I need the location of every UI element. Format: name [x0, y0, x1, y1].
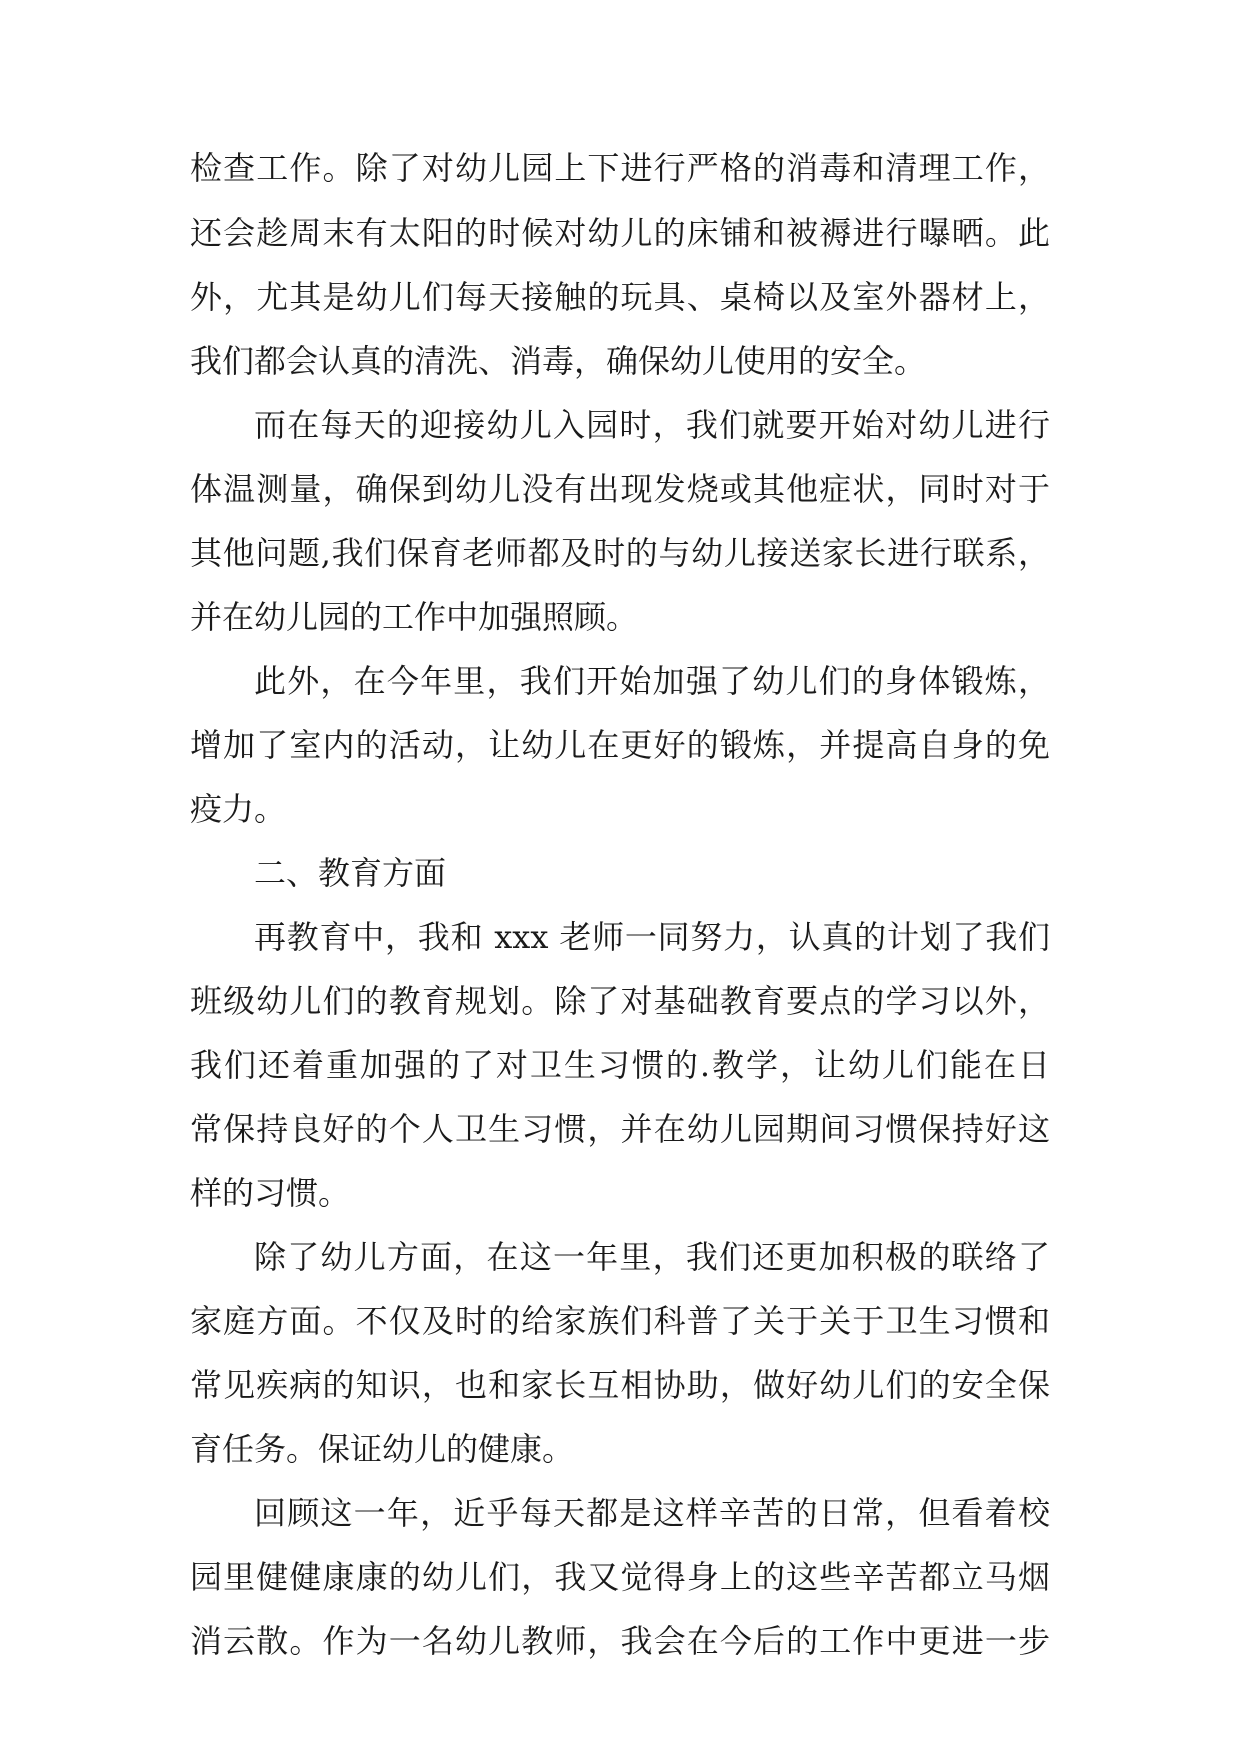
text-line: 消云散。作为一名幼儿教师，我会在今后的工作中更进一步	[190, 1622, 1050, 1660]
paragraph-first-line: 而在每天的迎接幼儿入园时，我们就要开始对幼儿进行	[254, 406, 1050, 444]
text-line: 增加了室内的活动，让幼儿在更好的锻炼，并提高自身的免	[190, 726, 1050, 764]
text-line: 并在幼儿园的工作中加强照顾。	[190, 598, 639, 636]
text-line: 检查工作。除了对幼儿园上下进行严格的消毒和清理工作，	[190, 149, 1050, 187]
text-line: 园里健健康康的幼儿们，我又觉得身上的这些辛苦都立马烟	[190, 1558, 1050, 1596]
paragraph-first-line: 此外，在今年里，我们开始加强了幼儿们的身体锻炼，	[254, 662, 1050, 700]
text-line: 外，尤其是幼儿们每天接触的玩具、桌椅以及室外器材上，	[190, 278, 1050, 316]
paragraph-first-line: 回顾这一年，近乎每天都是这样辛苦的日常，但看着校	[254, 1494, 1050, 1532]
text-line: 还会趁周末有太阳的时候对幼儿的床铺和被褥进行曝晒。此	[190, 214, 1050, 252]
text-line: 常保持良好的个人卫生习惯，并在幼儿园期间习惯保持好这	[190, 1110, 1050, 1148]
text-line: 疫力。	[190, 790, 287, 828]
text-line: 常见疾病的知识，也和家长互相协助，做好幼儿们的安全保	[190, 1366, 1050, 1404]
text-line: 育任务。保证幼儿的健康。	[190, 1430, 575, 1468]
text-line: 体温测量，确保到幼儿没有出现发烧或其他症状，同时对于	[190, 470, 1050, 508]
paragraph-first-line: 再教育中，我和 xxx 老师一同努力，认真的计划了我们	[254, 918, 1050, 956]
text-line: 我们都会认真的清洗、消毒，确保幼儿使用的安全。	[190, 342, 927, 380]
paragraph-first-line: 除了幼儿方面，在这一年里，我们还更加积极的联络了	[254, 1238, 1050, 1276]
text-line: 我们还着重加强的了对卫生习惯的.教学，让幼儿们能在日	[190, 1046, 1050, 1084]
text-line: 家庭方面。不仅及时的给家族们科普了关于关于卫生习惯和	[190, 1302, 1050, 1340]
text-line: 其他问题,我们保育老师都及时的与幼儿接送家长进行联系，	[190, 534, 1050, 572]
text-line: 班级幼儿们的教育规划。除了对基础教育要点的学习以外，	[190, 982, 1050, 1020]
section-heading: 二、教育方面	[254, 854, 447, 892]
text-line: 样的习惯。	[190, 1174, 351, 1212]
